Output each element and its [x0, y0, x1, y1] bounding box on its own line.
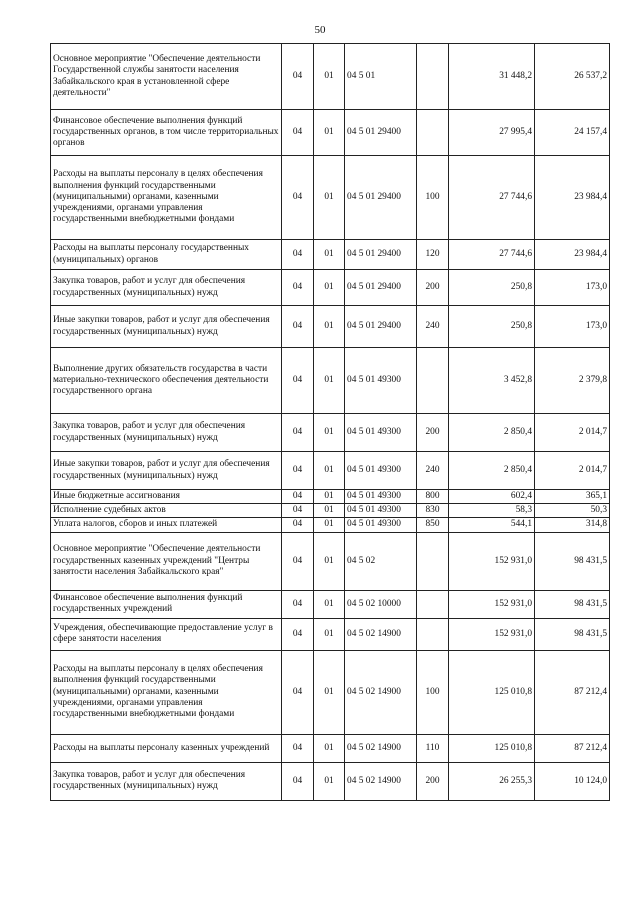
row-expense-type-cell: 100	[417, 650, 449, 734]
row-expense-type-cell: 200	[417, 414, 449, 452]
row-target-article-cell: 04 5 01 29400	[345, 156, 417, 240]
row-amount-plan-cell: 125 010,8	[449, 734, 535, 762]
row-name-cell: Основное мероприятие "Обеспечение деятельности государственных казенных учреждений "Центры занятости населения Забайкальского края"	[51, 532, 282, 590]
row-subsection-cell: 01	[314, 734, 345, 762]
row-expense-type-cell	[417, 44, 449, 110]
row-target-article-cell: 04 5 01 49300	[345, 504, 417, 518]
row-amount-plan-cell: 250,8	[449, 306, 535, 348]
table-row	[51, 414, 610, 452]
row-amount-actual-cell: 365,1	[535, 490, 610, 504]
row-expense-type-cell	[417, 532, 449, 590]
row-amount-actual-cell: 2 379,8	[535, 348, 610, 414]
row-amount-actual-cell: 98 431,5	[535, 618, 610, 650]
row-amount-actual-cell: 2 014,7	[535, 414, 610, 452]
row-expense-type-cell: 850	[417, 518, 449, 532]
row-name-cell: Закупка товаров, работ и услуг для обеспечения государственных (муниципальных) нужд	[51, 270, 282, 306]
row-expense-type-cell	[417, 618, 449, 650]
row-subsection-cell: 01	[314, 618, 345, 650]
row-subsection-cell: 01	[314, 518, 345, 532]
row-target-article-cell: 04 5 02 14900	[345, 734, 417, 762]
row-name-cell: Исполнение судебных актов	[51, 504, 282, 518]
row-subsection-cell: 01	[314, 590, 345, 618]
row-amount-plan-cell: 250,8	[449, 270, 535, 306]
row-name-cell: Финансовое обеспечение выполнения функций государственных органов, в том числе территориальных органов	[51, 110, 282, 156]
table-row	[51, 490, 610, 504]
row-section-cell: 04	[282, 490, 314, 504]
table-row	[51, 504, 610, 518]
row-section-cell: 04	[282, 518, 314, 532]
row-expense-type-cell	[417, 590, 449, 618]
row-target-article-cell: 04 5 02 10000	[345, 590, 417, 618]
table-row	[51, 650, 610, 734]
row-target-article-cell: 04 5 01 49300	[345, 490, 417, 504]
row-amount-actual-cell: 173,0	[535, 306, 610, 348]
table-row	[51, 44, 610, 110]
row-section-cell: 04	[282, 44, 314, 110]
row-section-cell: 04	[282, 414, 314, 452]
row-subsection-cell: 01	[314, 532, 345, 590]
row-section-cell: 04	[282, 156, 314, 240]
row-target-article-cell: 04 5 01 29400	[345, 110, 417, 156]
row-subsection-cell: 01	[314, 156, 345, 240]
row-name-cell: Иные бюджетные ассигнования	[51, 490, 282, 504]
row-subsection-cell: 01	[314, 240, 345, 270]
row-amount-plan-cell: 125 010,8	[449, 650, 535, 734]
row-amount-actual-cell: 98 431,5	[535, 590, 610, 618]
row-name-cell: Расходы на выплаты персоналу в целях обеспечения выполнения функций государственными (муниципальными) органами, казенными учреждениями, органами управления государственными внебюджетными фондами	[51, 156, 282, 240]
budget-table-body	[51, 44, 610, 801]
row-target-article-cell: 04 5 01 49300	[345, 452, 417, 490]
row-target-article-cell: 04 5 02	[345, 532, 417, 590]
row-name-cell: Закупка товаров, работ и услуг для обеспечения государственных (муниципальных) нужд	[51, 762, 282, 800]
row-target-article-cell: 04 5 02 14900	[345, 762, 417, 800]
row-expense-type-cell: 200	[417, 762, 449, 800]
row-amount-actual-cell: 23 984,4	[535, 240, 610, 270]
row-subsection-cell: 01	[314, 110, 345, 156]
table-row	[51, 518, 610, 532]
budget-table	[50, 43, 610, 801]
row-amount-actual-cell: 314,8	[535, 518, 610, 532]
table-row	[51, 590, 610, 618]
row-subsection-cell: 01	[314, 306, 345, 348]
table-row	[51, 270, 610, 306]
page-number: 50	[314, 24, 326, 36]
row-subsection-cell: 01	[314, 414, 345, 452]
row-amount-plan-cell: 2 850,4	[449, 452, 535, 490]
row-subsection-cell: 01	[314, 44, 345, 110]
row-amount-actual-cell: 23 984,4	[535, 156, 610, 240]
row-section-cell: 04	[282, 110, 314, 156]
row-amount-plan-cell: 31 448,2	[449, 44, 535, 110]
row-amount-plan-cell: 152 931,0	[449, 532, 535, 590]
row-expense-type-cell: 240	[417, 452, 449, 490]
row-amount-actual-cell: 10 124,0	[535, 762, 610, 800]
row-target-article-cell: 04 5 01 49300	[345, 518, 417, 532]
row-name-cell: Иные закупки товаров, работ и услуг для обеспечения государственных (муниципальных) нужд	[51, 452, 282, 490]
row-amount-plan-cell: 27 744,6	[449, 156, 535, 240]
row-target-article-cell: 04 5 01 49300	[345, 348, 417, 414]
row-name-cell: Иные закупки товаров, работ и услуг для обеспечения государственных (муниципальных) нужд	[51, 306, 282, 348]
row-subsection-cell: 01	[314, 650, 345, 734]
row-amount-plan-cell: 544,1	[449, 518, 535, 532]
row-amount-actual-cell: 173,0	[535, 270, 610, 306]
row-name-cell: Уплата налогов, сборов и иных платежей	[51, 518, 282, 532]
row-subsection-cell: 01	[314, 348, 345, 414]
row-section-cell: 04	[282, 532, 314, 590]
row-section-cell: 04	[282, 504, 314, 518]
row-amount-plan-cell: 3 452,8	[449, 348, 535, 414]
row-section-cell: 04	[282, 590, 314, 618]
row-amount-actual-cell: 87 212,4	[535, 650, 610, 734]
row-target-article-cell: 04 5 01	[345, 44, 417, 110]
row-expense-type-cell: 800	[417, 490, 449, 504]
row-expense-type-cell: 200	[417, 270, 449, 306]
row-expense-type-cell	[417, 348, 449, 414]
row-subsection-cell: 01	[314, 504, 345, 518]
row-section-cell: 04	[282, 348, 314, 414]
row-expense-type-cell: 110	[417, 734, 449, 762]
row-amount-plan-cell: 58,3	[449, 504, 535, 518]
row-amount-actual-cell: 50,3	[535, 504, 610, 518]
row-section-cell: 04	[282, 452, 314, 490]
row-amount-plan-cell: 2 850,4	[449, 414, 535, 452]
row-section-cell: 04	[282, 270, 314, 306]
row-expense-type-cell: 120	[417, 240, 449, 270]
row-name-cell: Закупка товаров, работ и услуг для обеспечения государственных (муниципальных) нужд	[51, 414, 282, 452]
row-name-cell: Расходы на выплаты персоналу государственных (муниципальных) органов	[51, 240, 282, 270]
row-name-cell: Финансовое обеспечение выполнения функций государственных учреждений	[51, 590, 282, 618]
row-name-cell: Основное мероприятие "Обеспечение деятельности Государственной службы занятости населения Забайкальского края в установленной сфере деятельности"	[51, 44, 282, 110]
row-target-article-cell: 04 5 02 14900	[345, 618, 417, 650]
row-amount-actual-cell: 87 212,4	[535, 734, 610, 762]
table-row	[51, 618, 610, 650]
row-amount-actual-cell: 26 537,2	[535, 44, 610, 110]
row-expense-type-cell	[417, 110, 449, 156]
row-target-article-cell: 04 5 01 29400	[345, 240, 417, 270]
row-name-cell: Расходы на выплаты персоналу в целях обеспечения выполнения функций государственными (муниципальными) органами, казенными учреждениями, органами управления государственными внебюджетными фондами	[51, 650, 282, 734]
row-subsection-cell: 01	[314, 490, 345, 504]
row-amount-plan-cell: 27 995,4	[449, 110, 535, 156]
row-section-cell: 04	[282, 618, 314, 650]
row-amount-plan-cell: 152 931,0	[449, 618, 535, 650]
table-row	[51, 452, 610, 490]
row-amount-actual-cell: 2 014,7	[535, 452, 610, 490]
row-amount-actual-cell: 98 431,5	[535, 532, 610, 590]
row-name-cell: Расходы на выплаты персоналу казенных учреждений	[51, 734, 282, 762]
table-row	[51, 532, 610, 590]
row-subsection-cell: 01	[314, 452, 345, 490]
table-row	[51, 156, 610, 240]
row-subsection-cell: 01	[314, 762, 345, 800]
row-section-cell: 04	[282, 306, 314, 348]
row-amount-plan-cell: 27 744,6	[449, 240, 535, 270]
table-row	[51, 762, 610, 800]
row-section-cell: 04	[282, 734, 314, 762]
row-section-cell: 04	[282, 762, 314, 800]
row-expense-type-cell: 240	[417, 306, 449, 348]
row-section-cell: 04	[282, 650, 314, 734]
row-name-cell: Выполнение других обязательств государства в части материально-технического обеспечения деятельности государственного органа	[51, 348, 282, 414]
table-row	[51, 348, 610, 414]
row-target-article-cell: 04 5 01 29400	[345, 270, 417, 306]
row-name-cell: Учреждения, обеспечивающие предоставление услуг в сфере занятости населения	[51, 618, 282, 650]
row-expense-type-cell: 830	[417, 504, 449, 518]
row-section-cell: 04	[282, 240, 314, 270]
table-row	[51, 734, 610, 762]
row-subsection-cell: 01	[314, 270, 345, 306]
row-target-article-cell: 04 5 01 29400	[345, 306, 417, 348]
table-row	[51, 306, 610, 348]
table-row	[51, 110, 610, 156]
row-amount-actual-cell: 24 157,4	[535, 110, 610, 156]
row-amount-plan-cell: 602,4	[449, 490, 535, 504]
row-amount-plan-cell: 152 931,0	[449, 590, 535, 618]
row-target-article-cell: 04 5 02 14900	[345, 650, 417, 734]
table-row	[51, 240, 610, 270]
row-expense-type-cell: 100	[417, 156, 449, 240]
row-amount-plan-cell: 26 255,3	[449, 762, 535, 800]
row-target-article-cell: 04 5 01 49300	[345, 414, 417, 452]
